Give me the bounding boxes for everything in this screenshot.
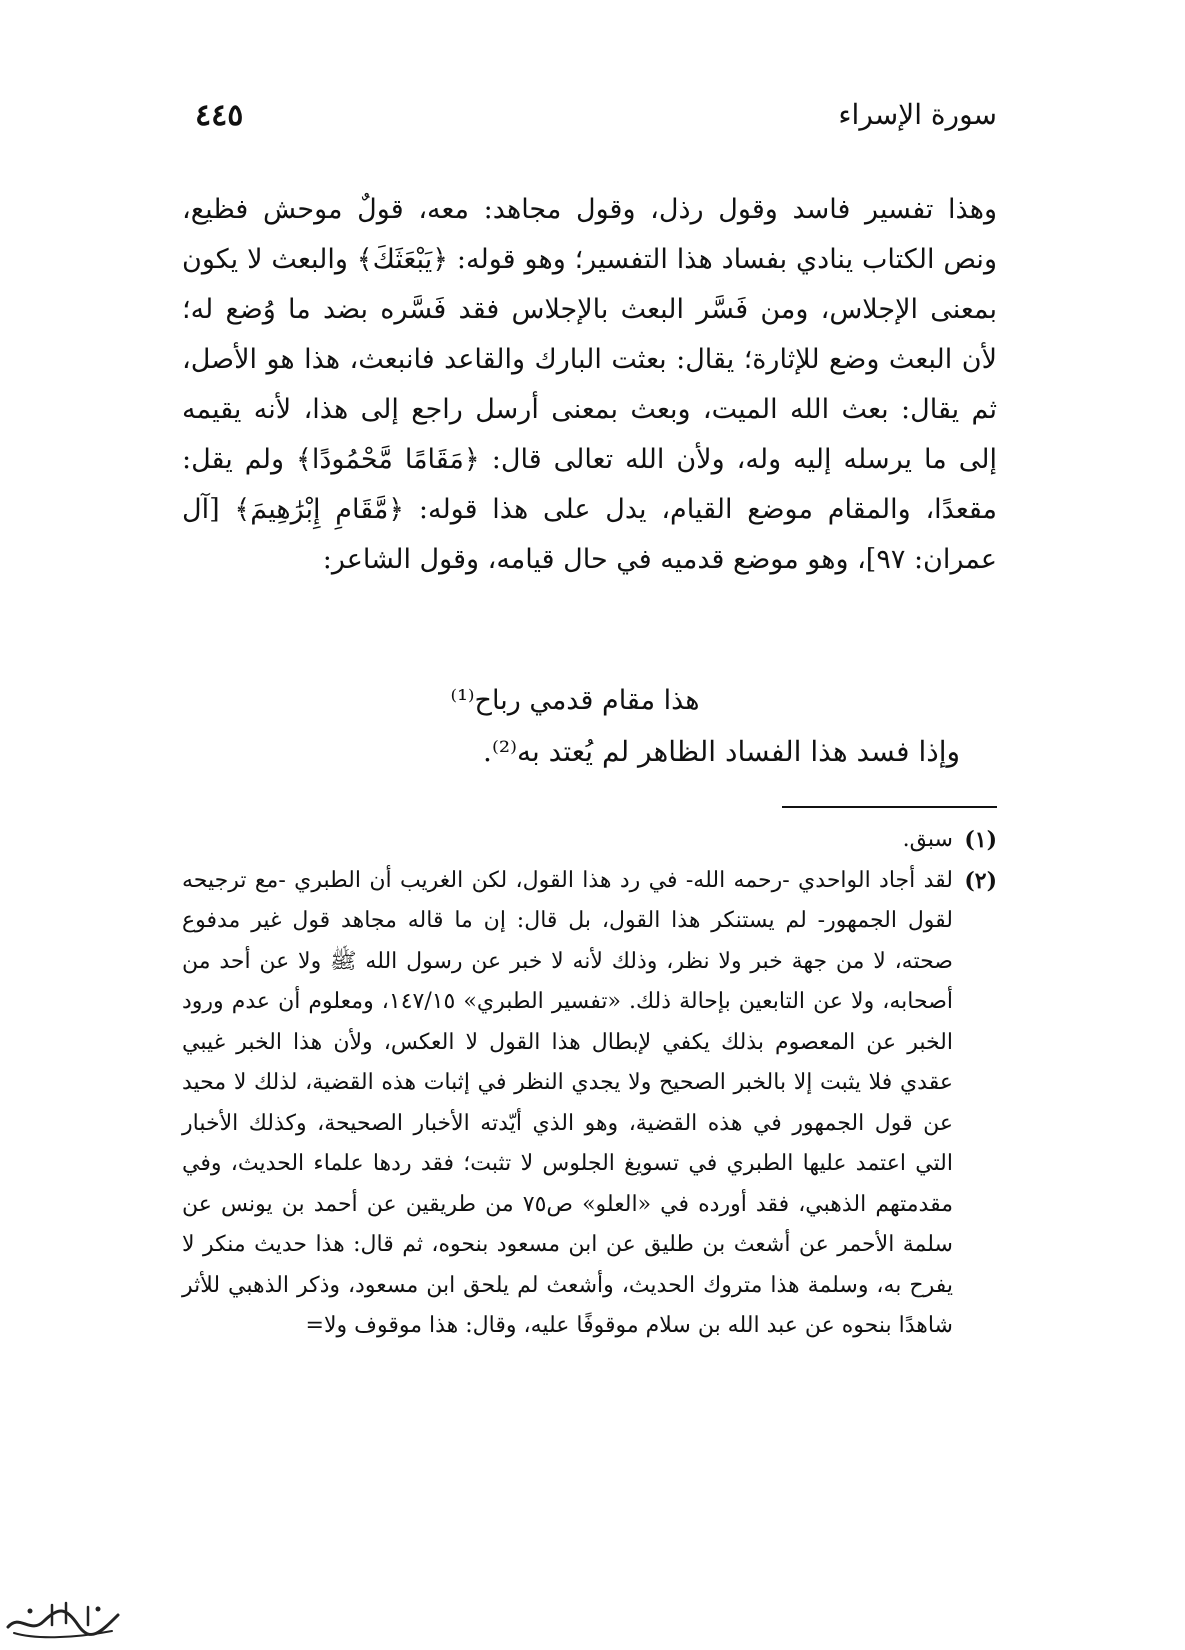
footnote-marker: (٢)	[964, 867, 997, 894]
main-text	[182, 185, 997, 585]
footnote-marker: (١)	[964, 827, 997, 853]
poetry-verse: هذا مقام قدمي رباح⁽¹⁾	[450, 685, 700, 716]
surah-title: سورة الإسراء	[838, 98, 997, 131]
footnote-text: سبق.	[902, 827, 953, 852]
footnote-text: لقد أجاد الواحدي -رحمه الله- في رد هذا القول، لكن الغريب أن الطبري -مع ترجيحه لقول الجمهور- لم يستنكر هذا القول، بل قال: إن ما قاله مجاهد قول غير مدفوع صحته، لا من جهة خبر ولا نظر، وذلك لأنه لا خبر عن رسول الله ﷺ ولا عن أحد من أصحابه، ولا عن التابعين بإحالة ذلك. «تفسير الطبري» ١٤٧/١٥، ومعلوم أن عدم ورود الخبر عن المعصوم بذلك يكفي لإبطال هذا القول لا العكس، ولأن هذا الخبر غيبي عقدي فلا يثبت إلا بالخبر الصحيح ولا يجدي النظر في إثبات هذه القضية، لذلك لا محيد عن قول الجمهور في هذه القضية، وهو الذي أيّدته الأخبار الصحيحة، وكذلك الأخبار التي اعتمد عليها الطبري في تسويغ الجلوس لا تثبت؛ فقد ردها علماء الحديث، وفي مقدمتهم الذهبي، فقد أورده في «العلو» ص٧٥ من طريقين عن أحمد بن يونس عن سلمة الأحمر عن أشعث بن طليق عن ابن مسعود بنحوه، ثم قال: هذا حديث منكر لا يفرح به، وسلمة هذا متروك الحديث، وأشعث لم يلحق ابن مسعود، وذكر الذهبي للأثر شاهدًا بنحوه عن عبد الله بن سلام موقوفًا عليه، وقال: هذا موقوف ولا=	[182, 867, 953, 1338]
footnote-divider	[782, 806, 997, 808]
page-number: ٤٤٥	[195, 98, 244, 133]
footnote-1	[182, 820, 997, 861]
closing-sentence: وإذا فسد هذا الفساد الظاهر لم يُعتد به⁽²⁾.	[483, 735, 960, 768]
page-header	[195, 98, 997, 148]
publisher-logo	[0, 1595, 130, 1645]
body-paragraph: وهذا تفسير فاسد وقول رذل، وقول مجاهد: معه، قولٌ موحش فظيع، ونص الكتاب ينادي بفساد هذا التفسير؛ وهو قوله: ﴿يَبْعَثَكَ﴾ والبعث لا يكون بمعنى الإجلاس، ومن فَسَّر البعث بالإجلاس فقد فَسَّره بضد ما وُضع له؛ لأن البعث وضع للإثارة؛ يقال: بعثت البارك والقاعد فانبعث، هذا هو الأصل، ثم يقال: بعث الله الميت، وبعث بمعنى أرسل راجع إلى هذا، لأنه يقيمه إلى ما يرسله إليه وله، ولأن الله تعالى قال: ﴿مَقَامًا مَّحْمُودًا﴾ ولم يقل: مقعدًا، والمقام موضع القيام، يدل على هذا قوله: ﴿مَّقَامِ إِبْرَٰهِيمَ﴾ [آل عمران: ٩٧]، وهو موضع قدميه في حال قيامه، وقول الشاعر:	[182, 194, 997, 575]
footnote-2	[182, 861, 997, 1347]
footnotes	[182, 820, 997, 1347]
